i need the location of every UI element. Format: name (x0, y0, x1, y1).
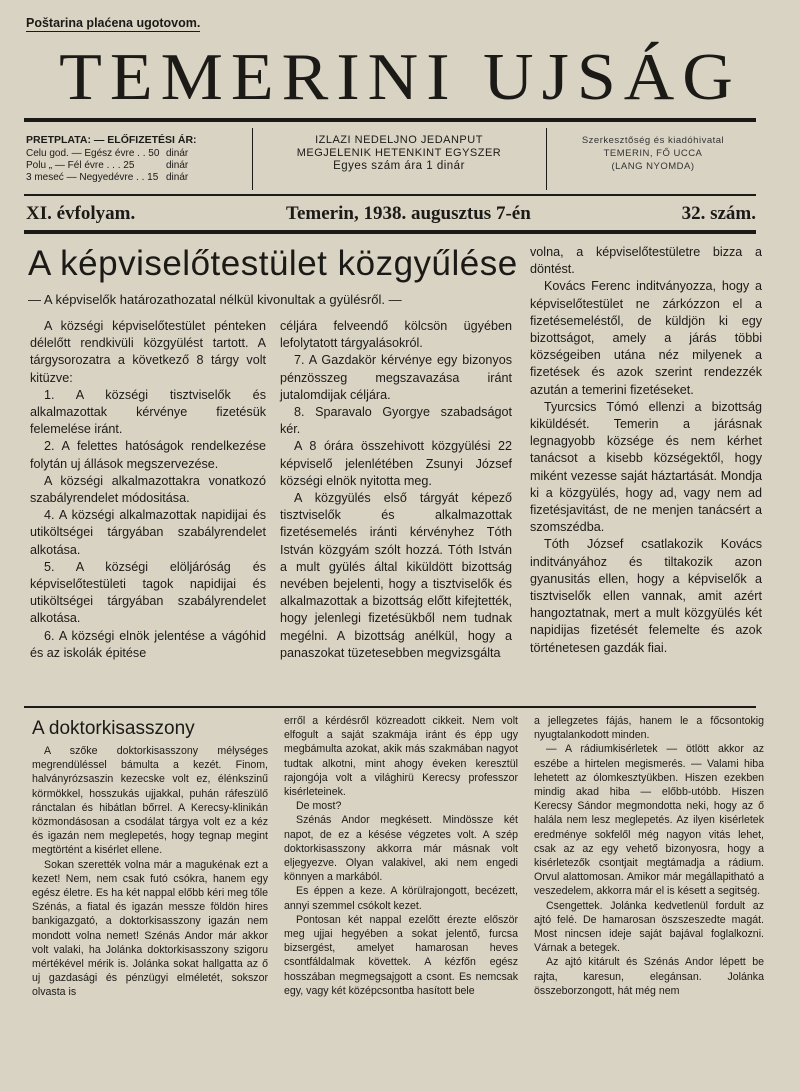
article-headline: A képviselőtestület közgyűlése (28, 244, 518, 283)
section-rule (24, 706, 756, 708)
paragraph: Az ajtó kitárult és Szénás Andor lépett be rajta, karesun, elegánsan. Jolánka összeborzongott, hát még nem (534, 956, 764, 997)
subscription-row (26, 148, 246, 160)
publication-line: IZLAZI NEDELJNO JEDANPUT (315, 134, 483, 146)
article1-column-1 (30, 318, 266, 662)
subscription-row-label: Celu god. — Egész évre . . 50 (26, 148, 160, 159)
subscription-title: PRETPLATA: — ELŐFIZETÉSI ÁR: (26, 134, 197, 146)
paragraph: A szőke doktorkisasszony mélységes megrendüléssel bámulta a kezét. Finom, halványrózsaszin kezecske volt ez, élénkszinű körmökkel, hosszukás ujjakkal, puhán ráfeszülő ránctalan és hibátlan bőrrel. A Kerecsy-klinikán közmondásosan a csodálat tárgya volt ez a kéz és igazán nem meglepetés, hogy tegnap megint megtörtént a kisérlet ellene. (32, 745, 268, 857)
paragraph: A 8 órára összehivott közgyülési 22 képviselő jelenlétében Zsunyi József községi elnök nyitotta meg. (280, 439, 512, 488)
article2-column-3 (534, 714, 764, 998)
issue-date: Temerin, 1938. augusztus 7-én (286, 203, 531, 224)
paragraph: céljára felveendő kölcsön ügyében lefolytatott tárgyalásokról. (280, 319, 512, 351)
paragraph: 2. A felettes hatóságok rendelkezése folytán uj állások megszervezése. (30, 439, 266, 471)
divider (546, 128, 547, 190)
paragraph: Es éppen a keze. A körülrajongott, becézett, annyi szemmel csókolt kezet. (284, 885, 518, 912)
volume: XI. évfolyam. (26, 203, 136, 224)
story-headline: A doktorkisasszony (32, 718, 195, 739)
paragraph: 5. A községi elöljáróság és képviselőtestületi tagok napidijai és utiköltségei tárgyában szabályrendelet alkotása. (30, 559, 266, 626)
paragraph: De most? (296, 800, 342, 813)
article2-column-2 (284, 714, 518, 998)
subscription-row-label: Polu „ — Fél évre . . . 25 (26, 160, 135, 171)
subscription-row (26, 172, 246, 184)
masthead-title: TEMERINI UJSÁG (59, 40, 741, 115)
subscription-row-unit: dinár (166, 172, 189, 183)
office-line: Szerkesztőség és kiadóhivatal (581, 135, 725, 146)
publication-line: Egyes szám ára 1 dinár (333, 160, 465, 172)
issue-number: 32. szám. (681, 203, 756, 224)
paragraph: — A rádiumkisérletek — ötlött akkor az eszébe a hirtelen megismerés. — Valami hiba lehetett az ólomkesztyükben. Hiszen ezekben mindig akad hiba — előbb-utóbb. Hiszen Kerecsy Sándor megmondotta neki, hogy az ő halála nem lesz meglepetés. Az ilyen kisérletek eredménye sokfelől még nagyon vitás lehet, csak az az egy vehető bizonyosra, hogy a kisérletezők csontjait megtámadja a rádium. Orvul alattomosan. Amikor már megállapitható a veszedelem, akkorra már el is késett a segitség. (534, 743, 764, 898)
office-line: (LANG NYOMDA) (611, 161, 695, 172)
paragraph: Pontosan két nappal ezelőtt érezte először meg ujjai hegyében a sokat jelentő, furcsa bizsergést, amelyet hamarosan heves csontfáldalmak követtek. A kézfőn egész hosszában megmegsajgott a csont. Es nemcsak egy, vagy két középcsontba hasított bele (284, 913, 518, 997)
subscription-row-unit: dinár (166, 160, 189, 171)
paragraph: 6. A községi elnök jelentése a vágóhid és az iskolák épitése (30, 628, 266, 660)
subscription-row-unit: dinár (166, 148, 189, 159)
paragraph: erről a kérdésről közreadott cikkeit. Nem volt elfogult a saját szakmája iránt és épp ugy megbámulta azokat, akik más szakmában nagyot tudtak alkotni, mint ahogy éveken keresztül rajongója volt a világhirü Kerecsy professzor kisérleteinek. (284, 715, 518, 799)
article1-column-2 (280, 318, 512, 662)
paragraph: Kovács Ferenc inditványozza, hogy a képviselőtestület ne zárkózzon el a fizetésemeléstől, de küldjön ki egy bizottságot, amely a járás többi községeiben utána néz milyenek a fizetések és azok szerint rendezzék azután a temerini fizetéseket. (530, 279, 762, 397)
info-rule (24, 194, 756, 196)
article2-column-1 (32, 744, 268, 1000)
paragraph: A községi képviselőtestület pénteken délelőtt rendkivüli közgyülést tartott. A tárgysorozatra a következő 8 tárgy volt kitüzve: (30, 319, 266, 385)
publication-line: MEGJELENIK HETENKINT EGYSZER (296, 147, 502, 159)
publication-info (256, 134, 542, 173)
subscription-row-label: 3 meseć — Negyedévre . . 15 (26, 172, 159, 183)
paragraph: 4. A községi alkalmazottak napidijai és utiköltségei tárgyában szabályrendelet alkotása. (30, 508, 266, 557)
article-subhead: — A képviselők határozathozatal nélkül kivonultak a gyülésről. — (28, 292, 402, 307)
dateline-rule (24, 230, 756, 234)
subscription-row (26, 160, 246, 172)
paragraph: 8. Sparavalo Gyorgye szabadságot kér. (280, 405, 512, 437)
paragraph: A községi alkalmazottakra vonatkozó szabályrendelet módositása. (30, 473, 266, 506)
paragraph: Csengettek. Jolánka kedvetlenül fordult az ajtó felé. De hamarosan öszszeszedte magát. Most nincsen ideje saját bajával foglalkozni. Várnak a betegek. (534, 899, 764, 955)
paragraph: Sokan szerették volna már a magukénak ezt a kezet! Nem, nem csak futó csókra, hanem egy egész életre. Es ha két nappal előbb kéri meg tőle Szénás, a fiatal és igazán messze földön hires bankigazgató, a doktorkisasszony igazán nem mondott volna nemet! Szénás Andor már akkor volt valaki, ha Jolánka doktorkisasszony szigoru mértékével mérik is. Jolánka sokat hallgatta az ő uj gazdasági és pénzügyi elméletét, sokszor olvasta is (32, 858, 268, 999)
subscription-box (26, 134, 246, 184)
office-info (550, 134, 756, 173)
paragraph: a jellegzetes fájás, hanem le a főcsontokig nyugtalankodott minden. (534, 715, 764, 742)
paragraph: Szénás Andor megkésett. Mindössze két napot, de ez a késése végzetes volt. A szép doktorkisasszony akkorra már másnak volt eljegyezve. Olyan valakivel, aki nem engedi könnyen a markából. (284, 814, 518, 884)
paragraph: 1. A községi tisztviselők és alkalmazottak kérvénye fizetésük felemelése iránt. (30, 387, 266, 437)
paragraph: A közgyülés első tárgyát képező tisztviselők és alkalmazottak fizetésemelés iránti kérvényhez Tóth István közgyám szólt hozzá. Tóth István a mult gyülés által kiküldött bizottság nevében bejelenti, hogy a tisztviselők és alkalmazottak a bizottság előtt kifejtették, hogy jelenlegi fizetésükből nem tudnak megélni. A bizottság anélkül, hogy a panaszokat tüzetesebben megvizsgálta (280, 491, 512, 660)
postal-note: Poštarina plaćena ugotovom. (26, 16, 201, 30)
masthead-rule (24, 118, 756, 122)
paragraph: Tyurcsics Tómó ellenzi a bizottság kiküldését. Temerin a járásnak legnagyobb községe és nem kérhet tanácsot a kisebb községektől, hogy miként vezesse saját háztartását. Mondja ki a közgyülés, hogy ad, vagy nem ad fizetésjavitást, de ne menjen tanácsért a szomszédba. (530, 399, 762, 535)
paragraph: 7. A Gazdakör kérvénye egy bizonyos pénzösszeg megszavazása iránt jutalomdijak céljára. (280, 353, 512, 402)
divider (252, 128, 253, 190)
office-line: TEMERIN, FŐ UCCA (603, 148, 703, 159)
paragraph: volna, a képviselőtestületre bizza a döntést. (530, 245, 762, 277)
paragraph: Tóth József csatlakozik Kovács inditványához és tiltakozik azon gyanusitás ellen, hogy a képviselők a tisztviselők ellen vannak, amit azért hangoztatnak, mert a mult közgyülés két napidijas fizetését felemelte és azok történetesen gazdák fiai. (530, 537, 762, 655)
article1-column-3 (530, 244, 762, 657)
dateline (26, 203, 756, 225)
